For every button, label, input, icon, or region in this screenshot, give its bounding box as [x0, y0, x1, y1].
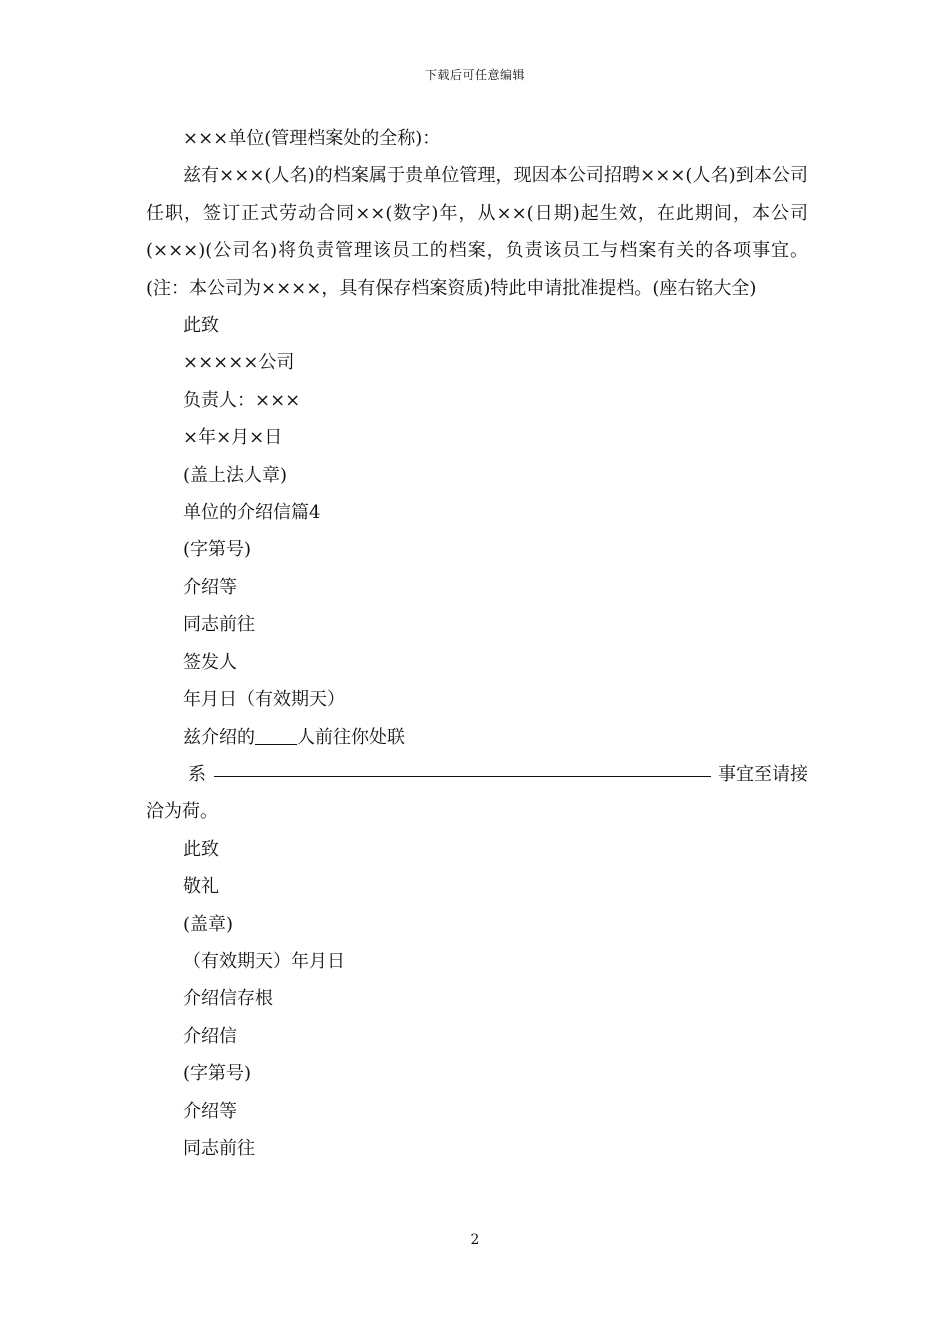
document-number-line-2: (字第号)	[183, 1063, 252, 1085]
intro-after: 人前往你处联	[297, 726, 405, 748]
blank-underline	[255, 724, 297, 745]
seal-line: (盖上法人章)	[183, 464, 288, 486]
intro-before: 兹介绍的	[183, 726, 255, 748]
date-line: ×年×月×日	[183, 427, 283, 449]
stub-heading: 介绍信存根	[183, 988, 273, 1010]
responsible-person-line: 负责人：×××	[183, 389, 301, 411]
intro-fill-line	[146, 719, 808, 756]
issuer-line: 签发人	[183, 651, 237, 673]
validity-date-line-2: （有效期天）年月日	[183, 950, 345, 972]
introduce-line-2: 介绍等	[183, 1100, 237, 1122]
salutation-line: ×××单位(管理档案处的全称)：	[183, 128, 441, 149]
contact-before: 系	[188, 763, 206, 785]
contact-after: 事宜至请接	[718, 763, 808, 785]
validity-date-line: 年月日（有效期天）	[183, 689, 345, 711]
continuation-line: 洽为荷。	[146, 801, 218, 823]
letter-heading: 介绍信	[183, 1025, 237, 1047]
comrade-line-2: 同志前往	[183, 1137, 255, 1159]
regards-line: 敬礼	[183, 876, 219, 898]
page-header-note: 下载后可任意编辑	[424, 68, 525, 82]
contact-fill-line	[146, 756, 808, 793]
introduce-line: 介绍等	[183, 576, 237, 598]
section-heading: 单位的介绍信篇4	[183, 502, 321, 524]
page-number: 2	[470, 1232, 480, 1248]
main-paragraph: 兹有×××(人名)的档案属于贵单位管理，现因本公司招聘×××(人名)到本公司任职，签订正式劳动合同××(数字)年，从××(日期)起生效，在此期间，本公司(×××)(公司名)将负责管理该员工的档案，负责该员工与档案有关的各项事宜。(注：本公司为××××，具有保存档案资质)特此申请批准提档。(座右铭大全)	[146, 165, 808, 299]
document-number-line: (字第号)	[183, 539, 252, 561]
company-line: ×××××公司	[183, 352, 295, 374]
closing-line: 此致	[183, 315, 219, 337]
closing-line-2: 此致	[183, 838, 219, 860]
comrade-line: 同志前往	[183, 614, 255, 636]
blank-underline	[214, 756, 711, 777]
document-body	[146, 120, 808, 1167]
stamp-line: (盖章)	[183, 913, 234, 935]
